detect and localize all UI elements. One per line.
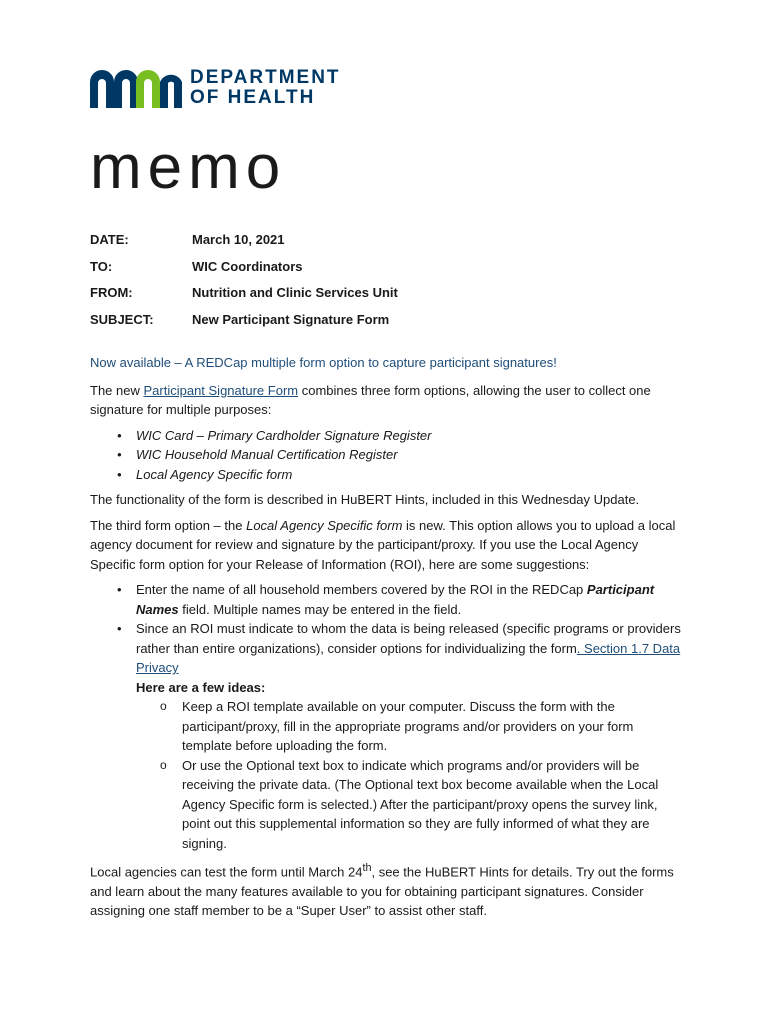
ideas-heading: Here are a few ideas: [136, 679, 266, 695]
list-item: • WIC Card – Primary Cardholder Signature Register [90, 426, 686, 446]
closing-paragraph: Local agencies can test the form until March 24th, see the HuBERT Hints for details. Try out the forms and learn about the many features available to you for obtaining participant signatures. Consider assigning one staff member to be a “Super User” to assist other staff. [90, 862, 674, 919]
list-item: • Local Agency Specific form [90, 465, 686, 485]
subject-label: SUBJECT: [90, 311, 154, 327]
suggestions-list [90, 580, 686, 853]
date-row [90, 232, 398, 259]
memo-title: memo [90, 133, 287, 202]
list-item: o Or use the Optional text box to indicate which programs and/or providers will be receiving the private data. (The Optional text box become available when the Local Agency Specific form is selected.) After the participant/proxy opens the survey link, point out this supplemental information so they are fully informed of what they are signing. [136, 756, 686, 854]
to-row [90, 259, 398, 286]
department-name: DEPARTMENT OF HEALTH [190, 67, 341, 108]
list-item: • Enter the name of all household members covered by the ROI in the REDCap Participant Names field. Multiple names may be entered in the field. [90, 580, 686, 619]
participant-signature-form-link[interactable]: Participant Signature Form [143, 382, 299, 398]
intro-paragraph: The new Participant Signature Form combines three form options, allowing the user to collect one signature for multiple purposes: [90, 382, 651, 417]
list-item: • Since an ROI must indicate to whom the data is being released (specific programs or providers rather than entire organizations), consider options for individualizing the form. Section 1.7 Data Privacy Here are a few ideas: o Keep a ROI template available on your computer. Discuss the form with the participant/proxy, fill in the appropriate programs and/or providers on your form template before uploading the form. o Or use the Optional text box to indicate which programs and/or providers will be receiving the private data. (The Optional text box become available when the Local Agency Specific form is selected.) After the participant/proxy opens the survey link, point out this supplemental information so they are fully informed of what they are signing. [90, 619, 686, 853]
subject-row [90, 312, 398, 339]
from-label: FROM: [90, 285, 133, 301]
date-label: DATE: [90, 232, 129, 247]
list-item: o Keep a ROI template available on your computer. Discuss the form with the participant/proxy, fill in the appropriate programs and/or providers on your form template before uploading the form. [136, 697, 686, 756]
ideas-list [136, 697, 686, 853]
date-value: March 10, 2021 [192, 232, 285, 247]
mdh-logo [90, 68, 350, 110]
mn-logo-icon [90, 68, 182, 108]
data-privacy-link[interactable]: . Section 1.7 Data Privacy [136, 640, 681, 675]
functionality-paragraph: The functionality of the form is described in HuBERT Hints, included in this Wednesday Update. [90, 492, 640, 507]
to-value: WIC Coordinators [192, 258, 303, 274]
memo-body [90, 353, 686, 927]
lead-heading: Now available – A REDCap multiple form option to capture participant signatures! [90, 355, 557, 370]
from-row [90, 285, 398, 312]
third-option-paragraph: The third form option – the Local Agency Specific form is new. This option allows you to upload a local agency document for review and signature by the participant/proxy. If you use the Local Agency Specific form option for your Release of Information (ROI), here are some suggestions: [90, 517, 676, 572]
from-value: Nutrition and Clinic Services Unit [192, 285, 398, 301]
to-label: TO: [90, 258, 113, 274]
memo-header [90, 232, 398, 338]
subject-value: New Participant Signature Form [192, 311, 390, 327]
list-item: • WIC Household Manual Certification Register [90, 445, 686, 465]
form-options-list [90, 426, 686, 485]
